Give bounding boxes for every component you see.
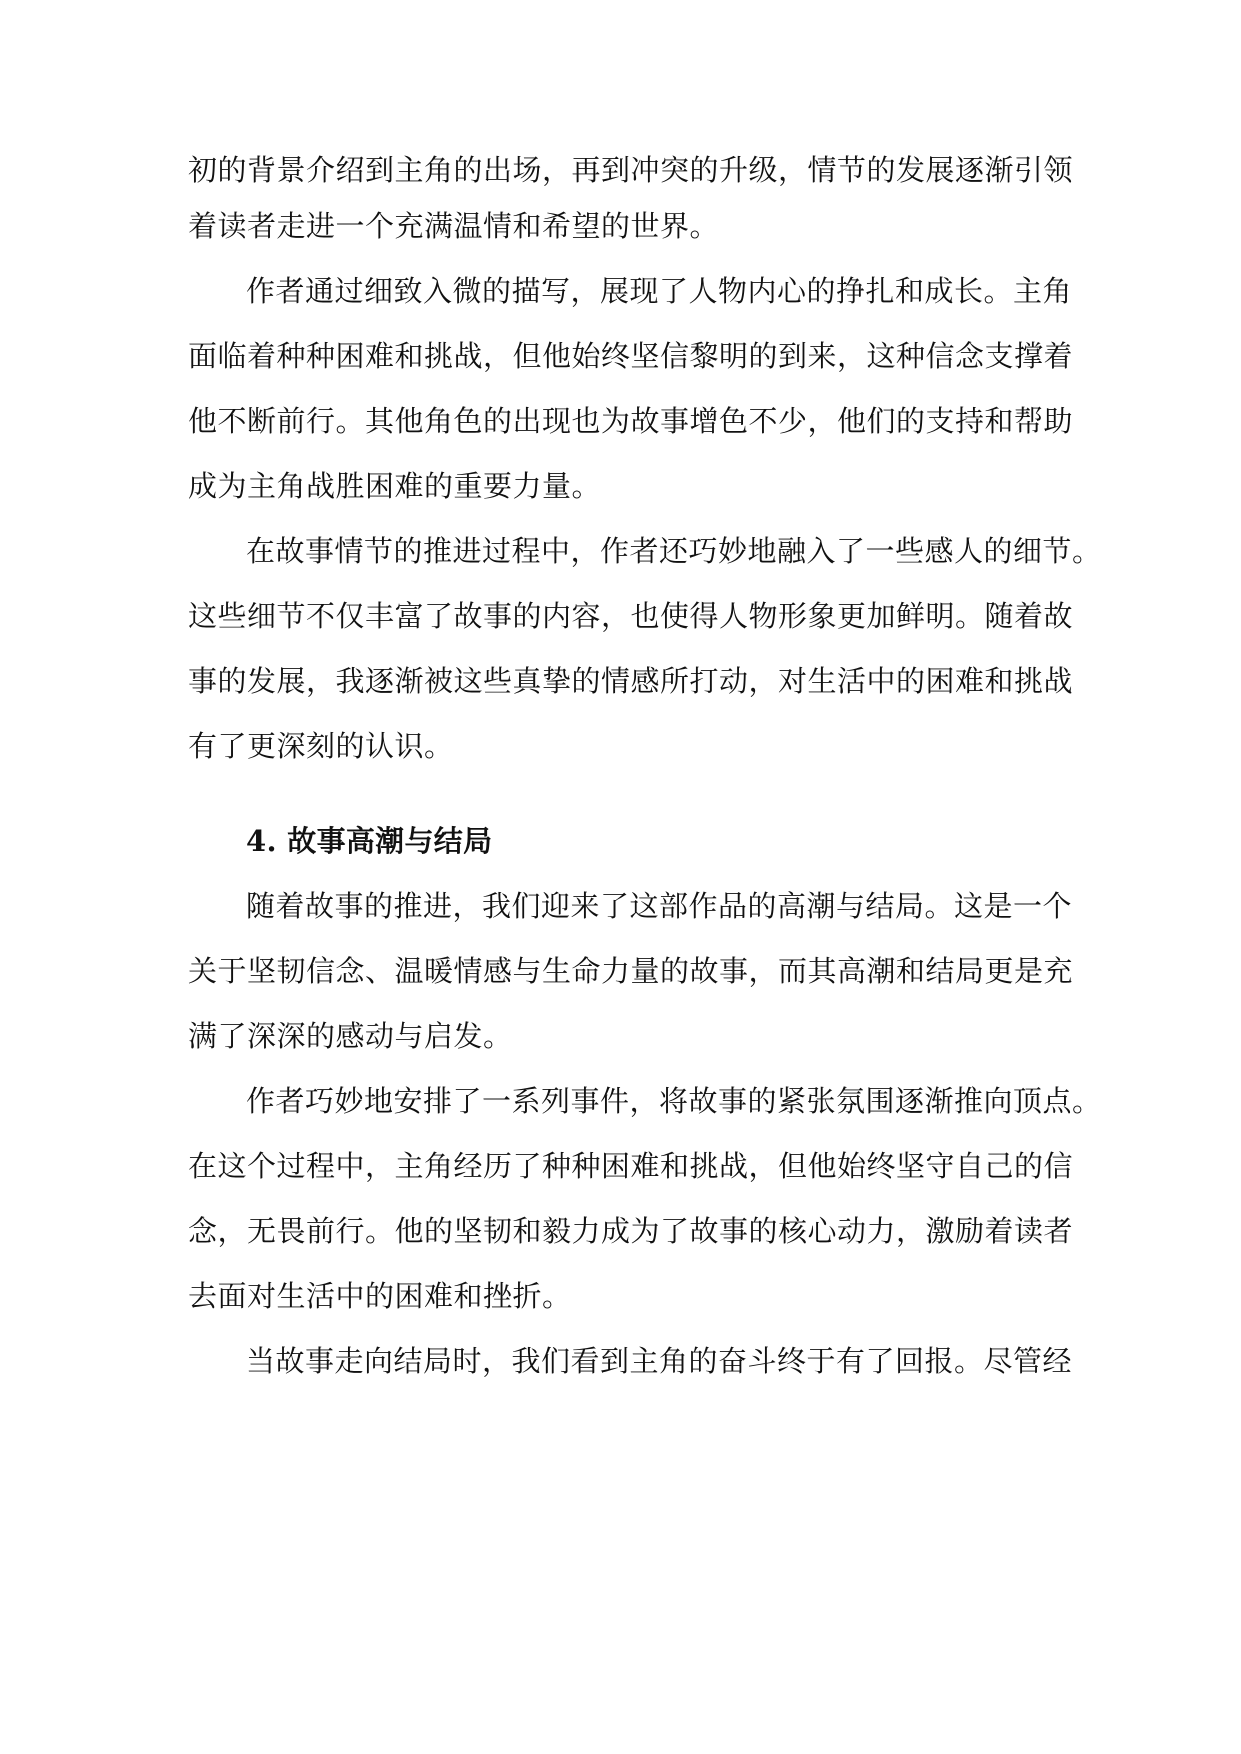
text-line: 当故事走向结局时，我们看到主角的奋斗终于有了回报。尽管经	[246, 1344, 1073, 1378]
section-heading: 4. 故事高潮与结局	[246, 824, 493, 858]
text-line: 在这个过程中，主角经历了种种困难和挑战，但他始终坚守自己的信	[188, 1149, 1074, 1183]
text-line: 初的背景介绍到主角的出场，再到冲突的升级，情节的发展逐渐引领	[188, 153, 1074, 187]
text-line: 去面对生活中的困难和挫折。	[188, 1279, 572, 1313]
text-line: 随着故事的推进，我们迎来了这部作品的高潮与结局。这是一个	[246, 889, 1073, 923]
text-line: 有了更深刻的认识。	[188, 729, 454, 763]
text-line: 关于坚韧信念、温暖情感与生命力量的故事，而其高潮和结局更是充	[188, 954, 1074, 988]
text-line: 他不断前行。其他角色的出现也为故事增色不少，他们的支持和帮助	[188, 404, 1074, 438]
text-line: 这些细节不仅丰富了故事的内容，也使得人物形象更加鲜明。随着故	[188, 599, 1074, 633]
text-line: 在故事情节的推进过程中，作者还巧妙地融入了一些感人的细节。	[246, 534, 1102, 568]
text-line: 面临着种种困难和挑战，但他始终坚信黎明的到来，这种信念支撑着	[188, 339, 1074, 373]
text-line: 作者巧妙地安排了一系列事件，将故事的紧张氛围逐渐推向顶点。	[246, 1084, 1102, 1118]
text-line: 着读者走进一个充满温情和希望的世界。	[188, 209, 720, 243]
text-line: 念，无畏前行。他的坚韧和毅力成为了故事的核心动力，激励着读者	[188, 1214, 1074, 1248]
text-line: 满了深深的感动与启发。	[188, 1019, 513, 1053]
text-line: 事的发展，我逐渐被这些真挚的情感所打动，对生活中的困难和挑战	[188, 664, 1074, 698]
text-line: 作者通过细致入微的描写，展现了人物内心的挣扎和成长。主角	[246, 274, 1073, 308]
text-line: 成为主角战胜困难的重要力量。	[188, 469, 602, 503]
